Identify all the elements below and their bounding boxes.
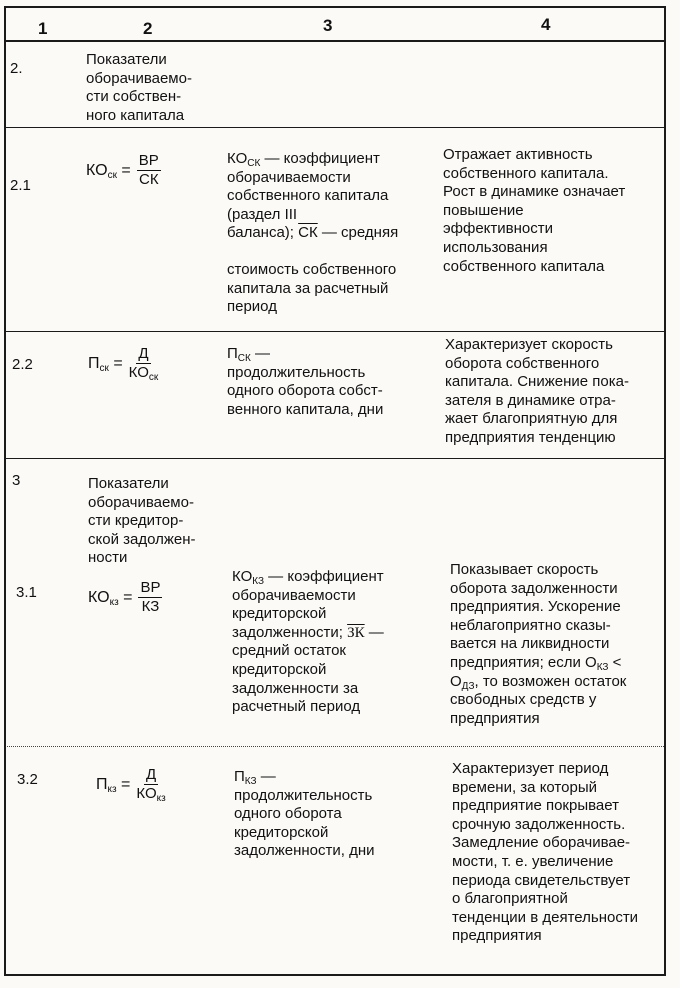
- fraction-numerator: Д: [145, 766, 157, 783]
- table-right-border: [664, 6, 666, 976]
- row-number-3: 3: [12, 472, 21, 489]
- column-header-3: 3: [323, 16, 333, 35]
- row-border-2-2: [4, 331, 666, 332]
- row-border-2-1: [4, 127, 666, 128]
- row-number-2-2: 2.2: [12, 356, 33, 373]
- table-bottom-border: [4, 974, 666, 976]
- formula-fraction: [137, 153, 161, 188]
- formula-fraction: [138, 580, 162, 615]
- row-2-2-description: $П_{СК}$ — продолжительность одного оборота собст- венного капитала, дни: [227, 345, 384, 418]
- row-3-1-description: $КО_{КЗ}$ — коэффициент оборачиваемости кредиторской задолженности; ЗК — средний остаток кредиторской задолженности за расчетный период: [232, 568, 384, 716]
- table-left-border: [4, 6, 6, 976]
- row-number-3-1: 3.1: [16, 584, 37, 601]
- formula-p-kz: [96, 767, 166, 802]
- formula-ko-kz: [88, 580, 162, 615]
- fraction-denominator: $КО_{ск}$: [128, 364, 159, 383]
- formula-fraction: [136, 767, 165, 802]
- fraction-numerator: ВР: [140, 579, 161, 596]
- formula-lhs: $П_{ск}$ =: [88, 354, 123, 374]
- formula-lhs: $П_{кз}$ =: [96, 775, 131, 795]
- row-3-2-description: $П_{КЗ}$ — продолжительность одного оборота кредиторской задолженности, дни: [234, 768, 375, 860]
- row-border-3: [4, 458, 666, 459]
- row-border-3-2: [4, 746, 666, 747]
- fraction-denominator: КЗ: [141, 598, 160, 615]
- fraction-denominator: СК: [138, 171, 159, 188]
- column-header-4: 4: [541, 15, 551, 34]
- formula-fraction: [129, 346, 159, 381]
- column-header-1: 1: [38, 19, 48, 38]
- formula-lhs: $КО_{ск}$ =: [86, 161, 131, 181]
- fraction-denominator: $КО_{кз}$: [136, 785, 166, 804]
- row-2-1-note: Отражает активность собственного капитала. Рост в динамике означает повышение эффективности использования собственного капитала: [443, 146, 626, 275]
- row-3-1-note: Показывает скорость оборота задолженности предприятия. Ускорение неблагоприятно сказы- вается на ликвидности предприятия; если $О_{КЗ}$ < $О_{ДЗ}$, то возможен остаток свободных средств у предприятия: [450, 561, 627, 727]
- fraction-numerator: ВР: [138, 152, 159, 169]
- formula-lhs: $КО_{кз}$ =: [88, 588, 133, 608]
- table-top-border: [4, 6, 666, 8]
- formula-p-sk: [88, 346, 158, 381]
- row-2-2-note: Характеризует скорость оборота собственного капитала. Снижение пока- зателя в динамике отра- жает благоприятную для предприятия тенденцию: [445, 336, 629, 446]
- fraction-numerator: Д: [138, 345, 149, 362]
- column-header-2: 2: [143, 19, 153, 38]
- row-3-2-note: Характеризует период времени, за который предприятие покрывает срочную задолженность. Замедление оборачивае- мости, т. е. увеличение периода свидетельствует о благоприятной тенденции в деятельности предприятия: [452, 760, 639, 945]
- row-2-1-description: $КО_{СК}$ — коэффициент оборачиваемости собственного капитала (раздел III баланса); СК — средняя: [227, 150, 399, 242]
- row-number-2: 2.: [10, 60, 23, 77]
- row-number-2-1: 2.1: [10, 177, 31, 194]
- row-3-title: Показатели оборачиваемо- сти кредитор- ской задолжен- ности: [88, 475, 196, 567]
- row-number-3-2: 3.2: [17, 771, 38, 788]
- formula-ko-sk: [86, 153, 161, 188]
- row-2-1-description-cont: стоимость собственного капитала за расчетный период: [227, 261, 397, 316]
- header-bottom-border: [4, 40, 666, 42]
- row-2-title: Показатели оборачиваемо- сти собствен- ного капитала: [86, 51, 192, 124]
